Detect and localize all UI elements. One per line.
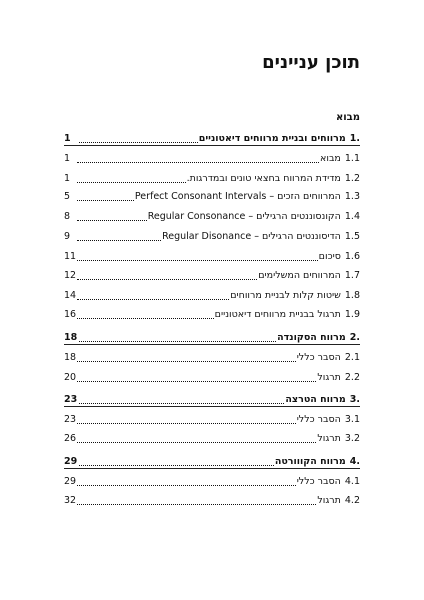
toc-entry-page: 14 — [64, 290, 77, 301]
toc-entry-number: 1. — [349, 133, 360, 144]
toc-entry-page: 29 — [64, 456, 78, 467]
toc-entry-row[interactable] — [64, 350, 360, 364]
toc-entry-page: 23 — [64, 394, 78, 405]
toc-dot-leader — [79, 142, 198, 143]
toc-entry-row[interactable] — [64, 171, 360, 185]
toc-entry-title: סיכום — [318, 251, 341, 262]
section-rule — [64, 344, 360, 345]
toc-entry-row[interactable] — [64, 229, 360, 243]
toc-dot-leader — [77, 442, 316, 443]
toc-entry-row[interactable] — [64, 370, 360, 384]
toc-entry-title: הקונסוננטים הרגילים – Regular Consonance — [147, 211, 341, 222]
toc-dot-leader — [77, 220, 147, 221]
toc-entry-page: 16 — [64, 309, 77, 320]
toc-entry-title: תרגול — [317, 372, 341, 383]
toc-entry-number: 4.1 — [344, 476, 360, 487]
toc-entry-number: 1.2 — [344, 173, 360, 184]
toc-chapter-row[interactable] — [64, 131, 360, 145]
toc-entry-row[interactable] — [64, 189, 360, 203]
toc-entry-row[interactable] — [64, 151, 360, 165]
toc-entry-page: 1 — [64, 173, 71, 184]
toc-entry-number: 2.1 — [344, 352, 360, 363]
toc-dot-leader — [77, 260, 318, 261]
toc-dot-leader — [79, 403, 284, 404]
toc-entry-title: מבוא — [320, 153, 341, 164]
toc-entry-title: מרווח הסקונדה — [277, 332, 346, 343]
toc-entry-title: הדיסוננטים הרגילים – Regular Disonance — [162, 231, 341, 242]
toc-dot-leader — [77, 279, 257, 280]
toc-dot-leader — [79, 341, 276, 342]
toc-entry-title: הסבר כללי — [296, 414, 341, 425]
toc-dot-leader — [77, 485, 296, 486]
toc-entry-number: 1.1 — [344, 153, 360, 164]
toc-entry-page: 26 — [64, 433, 77, 444]
toc-entry-title: שיטות קלות לבניית מרווחים — [230, 290, 341, 301]
toc-entry-number: 1.7 — [344, 270, 360, 281]
toc-entry-page: 20 — [64, 372, 77, 383]
toc-entry-page: 5 — [64, 191, 71, 202]
toc-entry-row[interactable] — [64, 493, 360, 507]
toc-entry-row[interactable] — [64, 249, 360, 263]
toc-dot-leader — [77, 318, 214, 319]
toc-entry-page: 8 — [64, 211, 71, 222]
toc-dot-leader — [77, 381, 316, 382]
toc-dot-leader — [77, 299, 229, 300]
toc-entry-number: 1.4 — [344, 211, 360, 222]
intro-label: מבוא — [335, 112, 360, 123]
toc-entry-page: 1 — [64, 153, 71, 164]
toc-chapter-row[interactable] — [64, 330, 360, 344]
toc-dot-leader — [77, 182, 186, 183]
section-rule — [64, 406, 360, 407]
toc-entry-number: 1.8 — [344, 290, 360, 301]
toc-entry-row[interactable] — [64, 209, 360, 223]
toc-entry-row[interactable] — [64, 288, 360, 302]
toc-dot-leader — [77, 200, 134, 201]
toc-entry-title: המרווחים הזכים – Perfect Consonant Intervals — [134, 191, 341, 202]
toc-dot-leader — [77, 162, 319, 163]
toc-entry-row[interactable] — [64, 307, 360, 321]
section-rule — [64, 145, 360, 146]
toc-entry-page: 23 — [64, 414, 77, 425]
toc-chapter-row[interactable] — [64, 454, 360, 468]
toc-entry-title: מרווח הטרצה — [285, 394, 346, 405]
toc-entry-number: 4. — [349, 456, 360, 467]
toc-entry-page: 9 — [64, 231, 71, 242]
toc-dot-leader — [79, 465, 274, 466]
toc-entry-title: תרגול — [317, 433, 341, 444]
toc-entry-page: 1 — [64, 133, 71, 144]
toc-entry-number: 1.6 — [344, 251, 360, 262]
section-rule — [64, 468, 360, 469]
toc-dot-leader — [77, 240, 161, 241]
toc-entry-title: תרגול בבניית מרווחים דיאטוניים — [214, 309, 341, 320]
toc-entry-title: מדידת המרווח בחצאי טונים ובמדרגות. — [186, 173, 341, 184]
toc-entry-row[interactable] — [64, 268, 360, 282]
toc-entry-title: תרגול — [317, 495, 341, 506]
toc-entry-title: הסבר כללי — [296, 352, 341, 363]
toc-entry-title: הסבר כללי — [296, 476, 341, 487]
toc-entry-page: 18 — [64, 332, 78, 343]
toc-chapter-row[interactable] — [64, 392, 360, 406]
toc-entry-page: 11 — [64, 251, 77, 262]
toc-entry-number: 2.2 — [344, 372, 360, 383]
toc-entry-row[interactable] — [64, 431, 360, 445]
toc-entry-number: 4.2 — [344, 495, 360, 506]
toc-entry-number: 2. — [349, 332, 360, 343]
toc-dot-leader — [77, 423, 296, 424]
toc-entry-title: המרווחים המשלימים — [258, 270, 341, 281]
toc-entry-number: 1.5 — [344, 231, 360, 242]
toc-entry-row[interactable] — [64, 474, 360, 488]
toc-entry-row[interactable] — [64, 412, 360, 426]
toc-dot-leader — [77, 504, 316, 505]
toc-entry-number: 3.1 — [344, 414, 360, 425]
toc-entry-number: 3. — [349, 394, 360, 405]
toc-entry-title: מרווחים ובניית מרווחים דיאטוניים — [198, 133, 346, 144]
page-title: תוכן עניינים — [262, 52, 360, 73]
toc-entry-page: 32 — [64, 495, 77, 506]
toc-entry-number: 3.2 — [344, 433, 360, 444]
toc-dot-leader — [77, 361, 296, 362]
toc-entry-number: 1.9 — [344, 309, 360, 320]
toc-entry-page: 18 — [64, 352, 77, 363]
toc-entry-page: 12 — [64, 270, 77, 281]
toc-entry-number: 1.3 — [344, 191, 360, 202]
toc-entry-page: 29 — [64, 476, 77, 487]
toc-entry-title: מרווח הקווורטה — [274, 456, 346, 467]
